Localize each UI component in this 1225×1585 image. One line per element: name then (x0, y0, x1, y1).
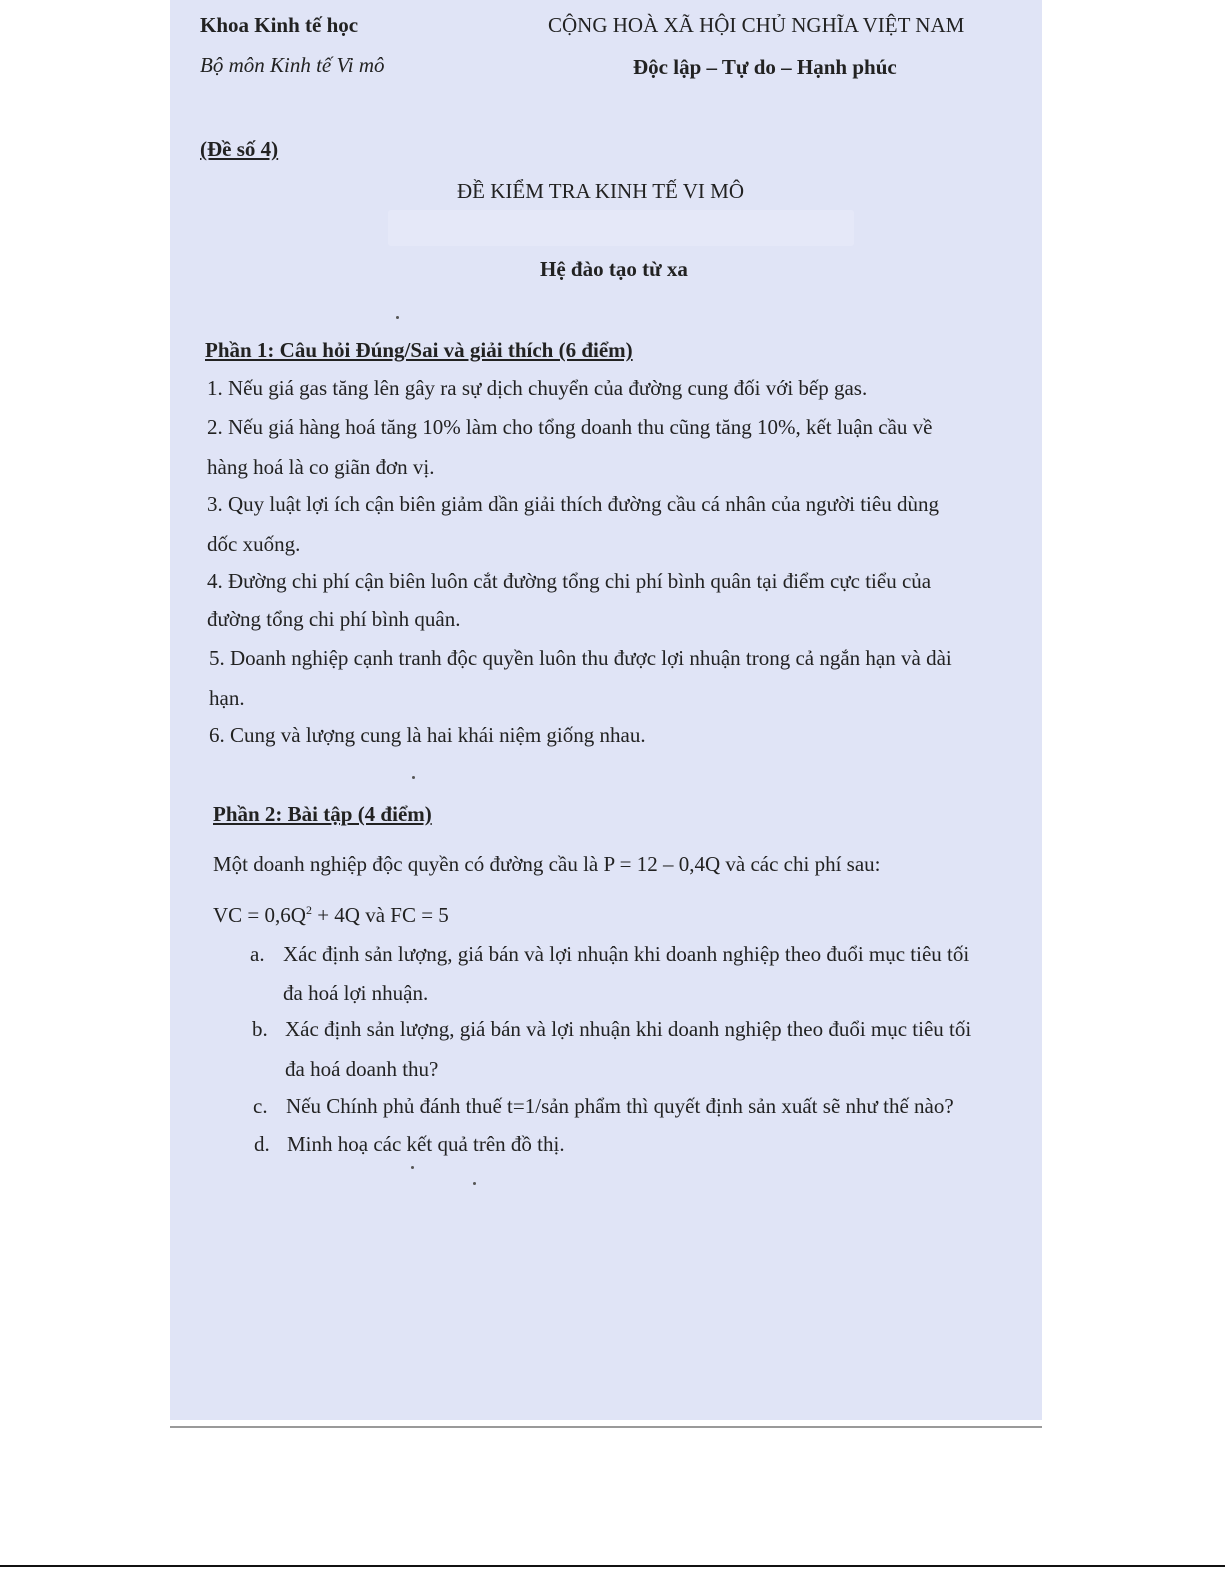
department-name: Bộ môn Kinh tế Vi mô (200, 53, 385, 77)
scan-speck (473, 1182, 476, 1185)
task-line: Minh hoạ các kết quả trên đồ thị. (287, 1132, 565, 1156)
task-line: Xác định sản lượng, giá bán và lợi nhuận khi doanh nghiệp theo đuổi mục tiêu tối (283, 942, 970, 966)
part1-line: hàng hoá là co giãn đơn vị. (207, 455, 435, 479)
part1-line: 4. Đường chi phí cận biên luôn cắt đường tổng chi phí bình quân tại điểm cực tiểu của (207, 569, 932, 593)
task-line: đa hoá doanh thu? (285, 1057, 439, 1081)
cost-function-prefix: VC = 0,6Q (213, 903, 306, 927)
national-motto: Độc lập – Tự do – Hạnh phúc (633, 55, 897, 79)
task-marker: b. (252, 1017, 268, 1041)
task-line: đa hoá lợi nhuận. (283, 981, 429, 1005)
scan-speck (412, 776, 415, 779)
part1-line: dốc xuống. (207, 532, 301, 556)
cost-function-exponent: 2 (305, 903, 312, 917)
part2-heading: Phần 2: Bài tập (4 điểm) (213, 802, 432, 826)
page-bottom-border (0, 1565, 1225, 1567)
exam-number: (Đề số 4) (200, 137, 279, 161)
part1-line: 2. Nếu giá hàng hoá tăng 10% làm cho tổng doanh thu cũng tăng 10%, kết luận cầu về (207, 415, 933, 439)
task-line: Nếu Chính phủ đánh thuế t=1/sản phẩm thì quyết định sản xuất sẽ như thế nào? (286, 1094, 954, 1118)
exam-program: Hệ đào tạo từ xa (540, 257, 688, 281)
task-marker: a. (250, 942, 265, 966)
cost-function (213, 902, 449, 928)
scan-edge-shadow (170, 1426, 1042, 1428)
part2-intro: Một doanh nghiệp độc quyền có đường cầu là P = 12 – 0,4Q và các chi phí sau: (213, 852, 881, 876)
scan-smudge (388, 210, 854, 246)
part1-line: 3. Quy luật lợi ích cận biên giảm dần giải thích đường cầu cá nhân của người tiêu dùng (207, 492, 939, 516)
exam-title: ĐỀ KIỂM TRA KINH TẾ VI MÔ (457, 179, 744, 203)
part1-line: hạn. (209, 686, 245, 710)
faculty-name: Khoa Kinh tế học (200, 13, 359, 37)
part1-line: 5. Doanh nghiệp cạnh tranh độc quyền luôn thu được lợi nhuận trong cả ngắn hạn và dài (209, 646, 952, 670)
scan-speck (411, 1166, 414, 1169)
scan-speck (396, 316, 399, 319)
scanned-page (170, 0, 1042, 1420)
part1-heading: Phần 1: Câu hỏi Đúng/Sai và giải thích (6 điểm) (205, 338, 633, 362)
part1-line: 1. Nếu giá gas tăng lên gây ra sự dịch chuyển của đường cung đối với bếp gas. (207, 376, 868, 400)
task-marker: d. (254, 1132, 270, 1156)
part1-line: đường tổng chi phí bình quân. (207, 607, 461, 631)
task-marker: c. (253, 1094, 268, 1118)
part1-line: 6. Cung và lượng cung là hai khái niệm giống nhau. (209, 723, 646, 747)
task-line: Xác định sản lượng, giá bán và lợi nhuận khi doanh nghiệp theo đuổi mục tiêu tối (285, 1017, 972, 1041)
country-name: CỘNG HOÀ XÃ HỘI CHỦ NGHĨA VIỆT NAM (548, 13, 965, 37)
cost-function-suffix: + 4Q và FC = 5 (311, 903, 449, 927)
